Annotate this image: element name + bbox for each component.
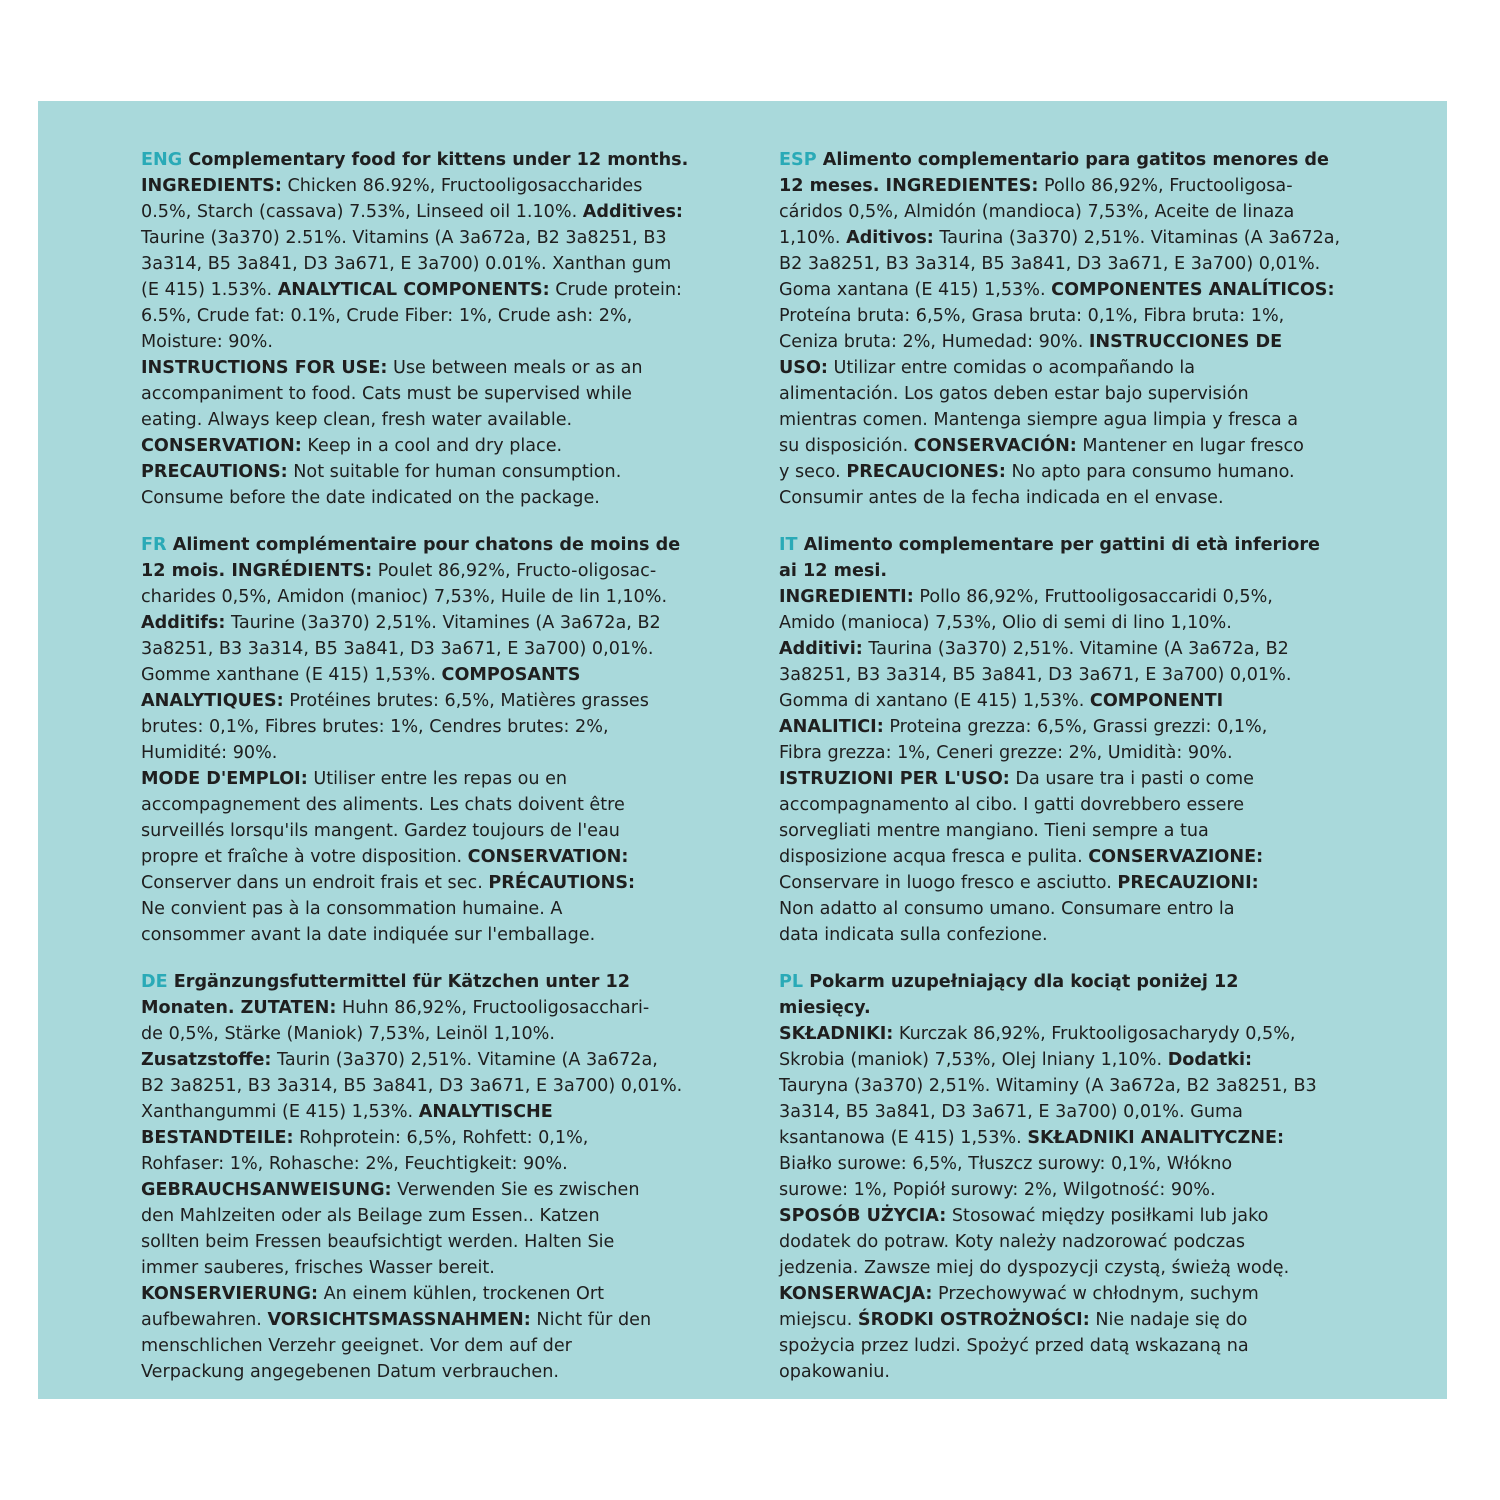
language-code: FR: [141, 535, 167, 555]
text-line: [779, 459, 1340, 485]
text-run: Proteína bruta: 6,5%, Grasa bruta: 0,1%, Fibra bruta: 1%,: [779, 306, 1285, 326]
text-line: [779, 433, 1340, 459]
text-run: Non adatto al consumo umano. Consumare entro la: [779, 899, 1235, 919]
bold-label: INGREDIENTS:: [141, 176, 282, 196]
text-line: [141, 251, 688, 277]
text-run: Taurine (3a370) 2.51%. Vitamins (A 3a672a, B2 3a8251, B3: [141, 228, 667, 248]
text-line: [141, 740, 680, 766]
text-run: aufbewahren.: [141, 1310, 268, 1330]
text-run: 1,10%.: [779, 228, 847, 248]
text-run: Pollo 86,92%, Fruttooligosaccaridi 0,5%,: [913, 587, 1273, 607]
text-run: eating. Always keep clean, fresh water available.: [141, 410, 573, 430]
text-run: Białko surowe: 6,5%, Tłuszcz surowy: 0,1%, Włókno: [779, 1154, 1233, 1174]
text-run: data indicata sulla confezione.: [779, 925, 1048, 945]
text-line: [141, 1281, 682, 1307]
bold-label: CONSERVAZIONE:: [1088, 847, 1264, 867]
text-run: Keep in a cool and dry place.: [301, 436, 563, 456]
text-run: spożycia przez ludzi. Spożyć przed datą wskazaną na: [779, 1336, 1249, 1356]
text-run: Przechowywać w chłodnym, suchym: [932, 1284, 1259, 1304]
text-line: [779, 1125, 1317, 1151]
text-line: [779, 199, 1340, 225]
text-line: [141, 969, 682, 995]
text-line: [779, 896, 1320, 922]
text-line: [141, 714, 680, 740]
bold-label: SKŁADNIKI:: [779, 1024, 894, 1044]
text-line: [141, 1359, 682, 1385]
text-run: Stosować między posiłkami lub jako: [946, 1206, 1269, 1226]
text-line: [779, 714, 1320, 740]
text-line: [779, 740, 1320, 766]
text-line: [141, 1307, 682, 1333]
bold-label: COMPOSANTS: [441, 665, 581, 685]
text-line: [141, 1047, 682, 1073]
text-run: B2 3a8251, B3 3a314, B5 3a841, D3 3a671, E 3a700) 0,01%.: [141, 1076, 683, 1096]
text-line: [141, 1099, 682, 1125]
text-line: [779, 381, 1340, 407]
text-line: [141, 922, 680, 948]
text-line: [141, 1125, 682, 1151]
text-run: dodatek do potraw. Koty należy nadzorować podczas: [779, 1232, 1246, 1252]
bold-label: ŚRODKI OSTROŻNOŚCI:: [857, 1310, 1090, 1330]
text-run: 3a8251, B3 3a314, B5 3a841, D3 3a671, E 3a700) 0,01%.: [779, 665, 1292, 685]
text-run: opakowaniu.: [779, 1362, 890, 1382]
bold-label: Alimento complementare per gattini di età inferiore: [797, 535, 1320, 555]
text-run: 0.5%, Starch (cassava) 7.53%, Linseed oil 1.10%.: [141, 202, 583, 222]
text-line: [779, 1229, 1317, 1255]
bold-label: USO:: [779, 358, 828, 378]
text-run: Protéines brutes: 6,5%, Matières grasses: [283, 691, 649, 711]
text-run: Ne convient pas à la consommation humaine. A: [141, 899, 563, 919]
text-run: de 0,5%, Stärke (Maniok) 7,53%, Leinöl 1,10%.: [141, 1024, 555, 1044]
text-line: [779, 1333, 1317, 1359]
text-line: [779, 329, 1340, 355]
text-run: (E 415) 1.53%.: [141, 280, 278, 300]
text-run: Nie nadaje się do: [1089, 1310, 1248, 1330]
text-run: 3a314, B5 3a841, D3 3a671, E 3a700) 0,01%. Guma: [779, 1102, 1243, 1122]
text-line: [779, 584, 1320, 610]
text-line: [141, 1255, 682, 1281]
text-line: [141, 407, 688, 433]
text-run: sollten beim Fressen beaufsichtigt werden. Halten Sie: [141, 1232, 615, 1252]
text-block-esp: [779, 147, 1340, 511]
text-run: charides 0,5%, Amidon (manioc) 7,53%, Huile de lin 1,10%.: [141, 587, 668, 607]
text-line: [779, 688, 1320, 714]
bold-label: Complementary food for kittens under 12 months.: [182, 150, 689, 170]
bold-label: VORSICHTSMASSNAHMEN:: [267, 1310, 531, 1330]
text-run: surowe: 1%, Popiół surowy: 2%, Wilgotność: 90%.: [779, 1180, 1216, 1200]
bold-label: INSTRUCCIONES DE: [1088, 332, 1283, 352]
text-run: Nicht für den: [530, 1310, 652, 1330]
text-run: Proteina grezza: 6,5%, Grassi grezzi: 0,1%,: [883, 717, 1268, 737]
bold-label: CONSERVATION:: [467, 847, 629, 867]
text-run: Poulet 86,92%, Fructo-oligosac-: [372, 561, 657, 581]
text-line: [779, 147, 1340, 173]
bold-label: PRECAUCIONES:: [846, 462, 1006, 482]
text-line: [141, 584, 680, 610]
text-line: [779, 844, 1320, 870]
text-line: [141, 1073, 682, 1099]
bold-label: KONSERWACJA:: [779, 1284, 933, 1304]
text-run: accompagnement des aliments. Les chats doivent être: [141, 795, 625, 815]
bold-label: Additifs:: [141, 613, 226, 633]
bold-label: INGREDIENTI:: [779, 587, 914, 607]
text-line: [779, 1151, 1317, 1177]
text-run: 6.5%, Crude fat: 0.1%, Crude Fiber: 1%, Crude ash: 2%,: [141, 306, 633, 326]
text-run: B2 3a8251, B3 3a314, B5 3a841, D3 3a671, E 3a700) 0,01%.: [779, 254, 1321, 274]
text-line: [141, 844, 680, 870]
bold-label: miesięcy.: [779, 998, 871, 1018]
text-run: Moisture: 90%.: [141, 332, 273, 352]
text-run: Huhn 86,92%, Fructooligosacchari-: [336, 998, 650, 1018]
bold-label: COMPONENTES ANALÍTICOS:: [1051, 280, 1335, 300]
text-run: Taurina (3a370) 2,51%. Vitaminas (A 3a672a,: [933, 228, 1341, 248]
text-block-de: [141, 969, 682, 1385]
text-line: [779, 1203, 1317, 1229]
text-run: accompagnamento al cibo. I gatti dovrebbero essere: [779, 795, 1245, 815]
text-line: [779, 662, 1320, 688]
text-line: [141, 688, 680, 714]
text-run: Crude protein:: [549, 280, 682, 300]
text-run: jedzenia. Zawsze miej do dyspozycji czystą, świeżą wodę.: [779, 1258, 1290, 1278]
bold-label: Zusatzstoffe:: [141, 1050, 272, 1070]
text-line: [141, 662, 680, 688]
bold-label: ANALYTISCHE: [418, 1102, 553, 1122]
text-block-pl: [779, 969, 1317, 1385]
text-run: alimentación. Los gatos deben estar bajo supervisión: [779, 384, 1249, 404]
text-line: [779, 225, 1340, 251]
text-line: [779, 1307, 1317, 1333]
bold-label: Additivi:: [779, 639, 863, 659]
text-line: [141, 199, 688, 225]
text-line: [141, 303, 688, 329]
text-run: 3a314, B5 3a841, D3 3a671, E 3a700) 0.01%. Xanthan gum: [141, 254, 672, 274]
text-line: [779, 995, 1317, 1021]
text-run: Consumir antes de la fecha indicada en el envase.: [779, 488, 1224, 508]
text-line: [779, 1255, 1317, 1281]
text-line: [141, 225, 688, 251]
text-run: miejscu.: [779, 1310, 858, 1330]
text-run: Verpackung angegebenen Datum verbrauchen.: [141, 1362, 559, 1382]
text-run: Fibra grezza: 1%, Ceneri grezze: 2%, Umidità: 90%.: [779, 743, 1233, 763]
text-run: cáridos 0,5%, Almidón (mandioca) 7,53%, Aceite de linaza: [779, 202, 1295, 222]
language-code: DE: [141, 972, 168, 992]
bold-label: Additives:: [582, 202, 683, 222]
text-run: accompaniment to food. Cats must be supervised while: [141, 384, 632, 404]
text-line: [141, 459, 688, 485]
text-run: sorvegliati mentre mangiano. Tieni sempre a tua: [779, 821, 1209, 841]
bold-label: PRECAUTIONS:: [141, 462, 288, 482]
text-line: [141, 558, 680, 584]
text-line: [141, 147, 688, 173]
text-run: Mantener en lugar fresco: [1076, 436, 1304, 456]
text-run: Taurin (3a370) 2,51%. Vitamine (A 3a672a,: [271, 1050, 658, 1070]
text-run: Utilizar entre comidas o acompañando la: [827, 358, 1196, 378]
bold-label: ai 12 mesi.: [779, 561, 888, 581]
bold-label: ANALITICI:: [779, 717, 884, 737]
bold-label: ANALYTICAL COMPONENTS:: [277, 280, 550, 300]
text-line: [779, 818, 1320, 844]
language-code: ESP: [779, 150, 817, 170]
text-line: [141, 1203, 682, 1229]
text-line: [141, 896, 680, 922]
text-line: [779, 1073, 1317, 1099]
text-run: Verwenden Sie es zwischen: [391, 1180, 640, 1200]
text-line: [779, 251, 1340, 277]
bold-label: Aliment complémentaire pour chatons de moins de: [166, 535, 681, 555]
bold-label: 12 meses. INGREDIENTES:: [779, 176, 1039, 196]
text-line: [141, 1229, 682, 1255]
text-block-fr: [141, 532, 680, 948]
bold-label: ISTRUZIONI PER L'USO:: [779, 769, 1010, 789]
text-run: Utiliser entre les repas ou en: [307, 769, 568, 789]
text-run: brutes: 0,1%, Fibres brutes: 1%, Cendres brutes: 2%,: [141, 717, 609, 737]
text-run: Goma xantana (E 415) 1,53%.: [779, 280, 1052, 300]
bold-label: Monaten. ZUTATEN:: [141, 998, 337, 1018]
bold-label: GEBRAUCHSANWEISUNG:: [141, 1180, 392, 1200]
language-code: IT: [779, 535, 798, 555]
text-line: [141, 610, 680, 636]
bold-label: MODE D'EMPLOI:: [141, 769, 308, 789]
text-run: Conservare in luogo fresco e asciutto.: [779, 873, 1118, 893]
text-block-it: [779, 532, 1320, 948]
text-run: Skrobia (maniok) 7,53%, Olej lniany 1,10%.: [779, 1050, 1168, 1070]
text-line: [779, 1281, 1317, 1307]
text-line: [141, 433, 688, 459]
bold-label: Dodatki:: [1167, 1050, 1253, 1070]
text-run: menschlichen Verzehr geeignet. Vor dem auf der: [141, 1336, 572, 1356]
bold-label: BESTANDTEILE:: [141, 1128, 294, 1148]
text-run: Amido (manioca) 7,53%, Olio di semi di lino 1,10%.: [779, 613, 1232, 633]
text-line: [779, 610, 1320, 636]
text-run: Rohprotein: 6,5%, Rohfett: 0,1%,: [293, 1128, 589, 1148]
text-line: [779, 355, 1340, 381]
text-run: An einem kühlen, trockenen Ort: [317, 1284, 605, 1304]
bold-label: Pokarm uzupełniający dla kociąt poniżej 12: [803, 972, 1239, 992]
bold-label: ANALYTIQUES:: [141, 691, 284, 711]
text-line: [141, 381, 688, 407]
text-run: Consume before the date indicated on the package.: [141, 488, 600, 508]
text-line: [141, 1021, 682, 1047]
text-run: mientras comen. Mantenga siempre agua limpia y fresca a: [779, 410, 1299, 430]
text-line: [779, 277, 1340, 303]
text-run: Use between meals or as an: [387, 358, 643, 378]
bold-label: PRECAUZIONI:: [1117, 873, 1259, 893]
text-line: [141, 173, 688, 199]
text-run: Taurine (3a370) 2,51%. Vitamines (A 3a672a, B2: [225, 613, 661, 633]
text-line: [141, 355, 688, 381]
text-run: Not suitable for human consumption.: [287, 462, 622, 482]
text-line: [141, 766, 680, 792]
text-run: y seco.: [779, 462, 847, 482]
text-run: Gomme xanthane (E 415) 1,53%.: [141, 665, 442, 685]
bold-label: CONSERVATION:: [141, 436, 302, 456]
text-run: Chicken 86.92%, Fructooligosaccharides: [281, 176, 643, 196]
text-line: [141, 636, 680, 662]
text-line: [141, 277, 688, 303]
bold-label: SKŁADNIKI ANALITYCZNE:: [1027, 1128, 1285, 1148]
text-line: [779, 1021, 1317, 1047]
text-run: Gomma di xantano (E 415) 1,53%.: [779, 691, 1090, 711]
text-line: [141, 485, 688, 511]
text-line: [779, 407, 1340, 433]
text-line: [779, 636, 1320, 662]
text-line: [779, 303, 1340, 329]
text-line: [779, 870, 1320, 896]
text-line: [141, 818, 680, 844]
text-run: consommer avant la date indiquée sur l'emballage.: [141, 925, 596, 945]
text-line: [141, 532, 680, 558]
text-line: [141, 1151, 682, 1177]
text-line: [779, 766, 1320, 792]
text-run: Da usare tra i pasti o come: [1009, 769, 1254, 789]
text-run: disposizione acqua fresca e pulita.: [779, 847, 1089, 867]
text-line: [141, 1177, 682, 1203]
text-run: propre et fraîche à votre disposition.: [141, 847, 468, 867]
language-code: ENG: [141, 150, 183, 170]
text-line: [779, 1359, 1317, 1385]
bold-label: Alimento complementario para gatitos menores de: [816, 150, 1329, 170]
text-line: [779, 1177, 1317, 1203]
text-run: immer sauberes, frisches Wasser bereit.: [141, 1258, 495, 1278]
bold-label: KONSERVIERUNG:: [141, 1284, 318, 1304]
text-run: Humidité: 90%.: [141, 743, 278, 763]
text-line: [779, 558, 1320, 584]
text-line: [779, 485, 1340, 511]
bold-label: INSTRUCTIONS FOR USE:: [141, 358, 388, 378]
bold-label: Ergänzungsfuttermittel für Kätzchen unter 12: [167, 972, 631, 992]
bold-label: SPOSÓB UŻYCIA:: [779, 1206, 947, 1226]
bold-label: 12 mois. INGRÉDIENTS:: [141, 561, 373, 581]
text-run: Rohfaser: 1%, Rohasche: 2%, Feuchtigkeit: 90%.: [141, 1154, 568, 1174]
text-run: Ceniza bruta: 2%, Humedad: 90%.: [779, 332, 1089, 352]
text-line: [779, 532, 1320, 558]
text-run: surveillés lorsqu'ils mangent. Gardez toujours de l'eau: [141, 821, 620, 841]
text-line: [779, 1099, 1317, 1125]
text-line: [141, 329, 688, 355]
text-run: ksantanowa (E 415) 1,53%.: [779, 1128, 1028, 1148]
text-line: [779, 1047, 1317, 1073]
bold-label: Aditivos:: [846, 228, 934, 248]
text-run: den Mahlzeiten oder als Beilage zum Essen.. Katzen: [141, 1206, 600, 1226]
text-line: [141, 1333, 682, 1359]
text-run: su disposición.: [779, 436, 914, 456]
text-line: [779, 792, 1320, 818]
bold-label: PRÉCAUTIONS:: [488, 873, 636, 893]
text-run: No apto para consumo humano.: [1005, 462, 1295, 482]
bold-label: COMPONENTI: [1089, 691, 1224, 711]
text-run: Kurczak 86,92%, Fruktooligosacharydy 0,5%,: [893, 1024, 1296, 1044]
text-line: [779, 969, 1317, 995]
text-line: [141, 995, 682, 1021]
text-line: [141, 870, 680, 896]
text-run: Xanthangummi (E 415) 1,53%.: [141, 1102, 419, 1122]
text-block-eng: [141, 147, 688, 511]
text-run: Pollo 86,92%, Fructooligosa-: [1038, 176, 1293, 196]
text-run: Conserver dans un endroit frais et sec.: [141, 873, 489, 893]
text-line: [779, 173, 1340, 199]
text-run: Taurina (3a370) 2,51%. Vitamine (A 3a672a, B2: [862, 639, 1289, 659]
text-run: 3a8251, B3 3a314, B5 3a841, D3 3a671, E 3a700) 0,01%.: [141, 639, 654, 659]
text-run: Tauryna (3a370) 2,51%. Witaminy (A 3a672a, B2 3a8251, B3: [779, 1076, 1317, 1096]
bold-label: CONSERVACIÓN:: [913, 436, 1077, 456]
text-line: [779, 922, 1320, 948]
text-line: [141, 792, 680, 818]
language-code: PL: [779, 972, 804, 992]
